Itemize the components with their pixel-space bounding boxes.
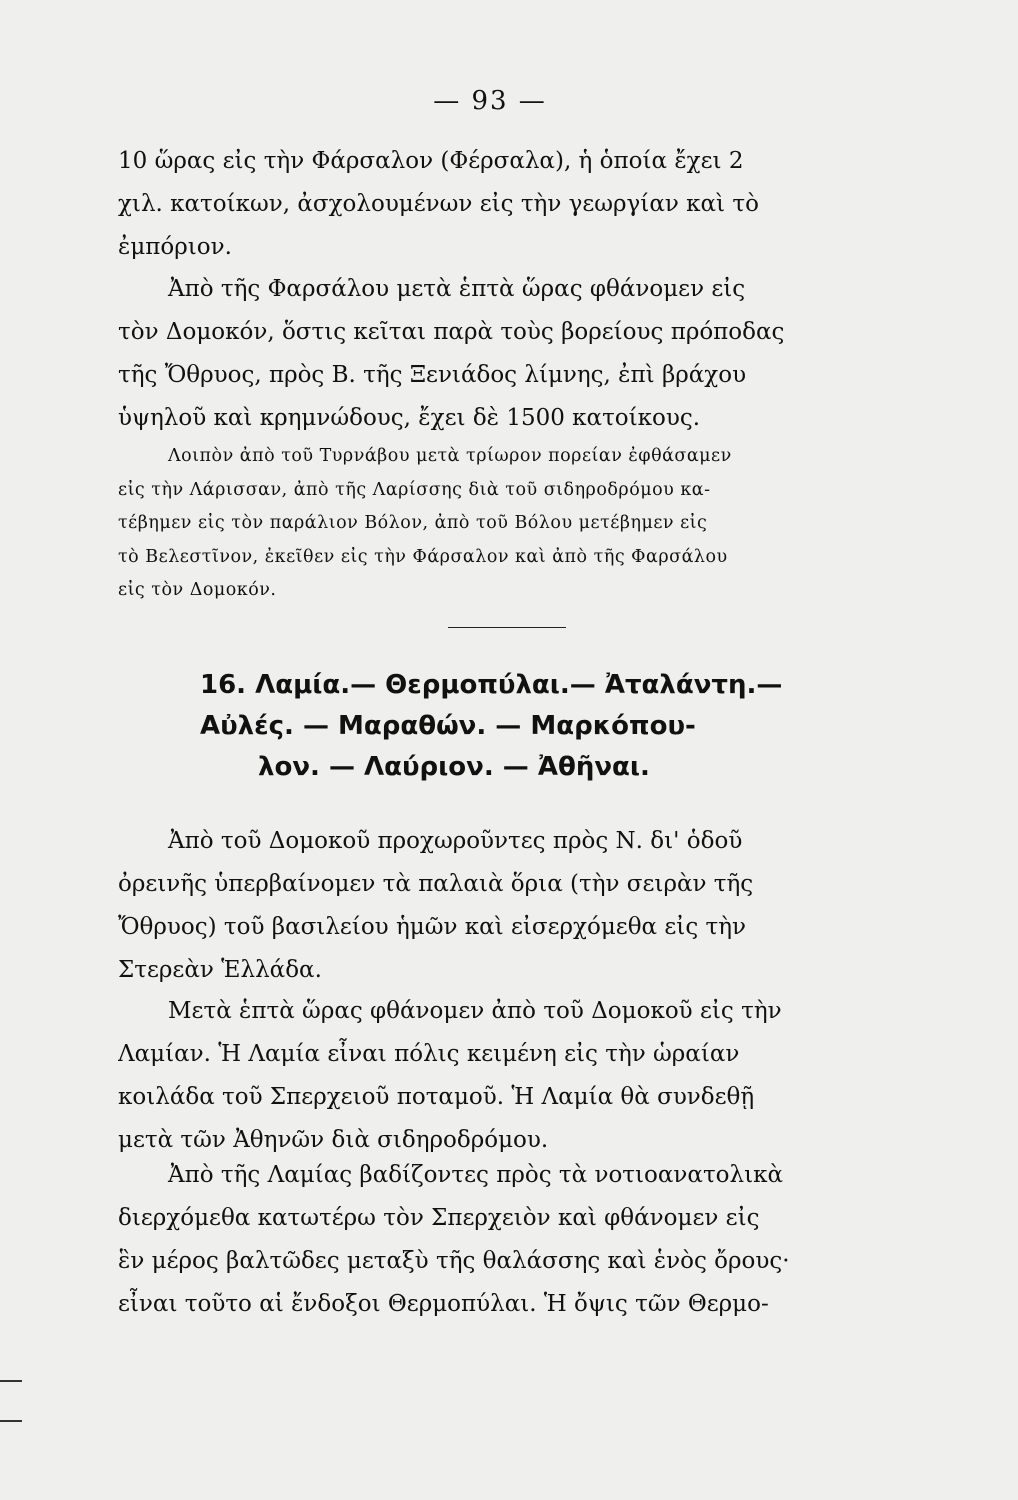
paragraph-continuation [118,140,880,269]
heading-line: Αὐλές. — Μαραθών. — Μαρκόπου- [200,711,696,741]
heading-line: 16. Λαμία.— Θερμοπύλαι.— Ἀταλάντη.— [200,670,783,700]
paragraph-thermopylae [118,1154,880,1326]
text-line: Λαμίαν. Ἡ Λαμία εἶναι πόλις κειμένη εἰς τὴν ὡραίαν [118,1041,740,1067]
text-line: ἓν μέρος βαλτῶδες μεταξὺ τῆς θαλάσσης καὶ ἑνὸς ὄρους· [118,1248,790,1274]
text-line: Ἀπὸ τῆς Φαρσάλου μετὰ ἑπτὰ ὥρας φθάνομεν εἰς [168,276,746,302]
text-line: Ὄθρυος) τοῦ βασιλείου ἡμῶν καὶ εἰσερχόμεθα εἰς τὴν [118,914,747,940]
heading-line: λον. — Λαύριον. — Ἀθῆναι. [258,752,650,782]
page-number: — 93 — [433,86,547,116]
text-line: χιλ. κατοίκων, ἀσχολουμένων εἰς τὴν γεωργίαν καὶ τὸ [118,191,759,217]
text-line: μετὰ τῶν Ἀθηνῶν διὰ σιδηροδρόμου. [118,1127,549,1153]
section-heading [200,665,900,788]
text-line: κοιλάδα τοῦ Σπερχειοῦ ποταμοῦ. Ἡ Λαμία θὰ συνδεθῇ [118,1084,755,1110]
section-divider [448,627,566,628]
text-line: διερχόμεθα κατωτέρω τὸν Σπερχειὸν καὶ φθάνομεν εἰς [118,1205,760,1231]
text-line: τὸν Δομοκόν, ὅστις κεῖται παρὰ τοὺς βορείους πρόποδας [118,319,785,345]
text-line: τέβημεν εἰς τὸν παράλιον Βόλον, ἀπὸ τοῦ Βόλου μετέβημεν εἰς [118,513,708,533]
text-line: τὸ Βελεστῖνον, ἐκεῖθεν εἰς τὴν Φάρσαλον καὶ ἀπὸ τῆς Φαρσάλου [118,546,728,567]
margin-mark [0,1380,22,1382]
paragraph-domokos [118,268,880,440]
text-line: ἐμπόριον. [118,234,232,260]
margin-mark [0,1420,22,1422]
text-line: εἰς τὴν Λάρισσαν, ἀπὸ τῆς Λαρίσσης διὰ τοῦ σιδηροδρόμου κα- [118,479,711,500]
text-line: ὑψηλοῦ καὶ κρημνώδους, ἔχει δὲ 1500 κατοίκους. [118,405,701,431]
paragraph-route-summary [118,440,880,608]
text-line: Λοιπὸν ἀπὸ τοῦ Τυρνάβου μετὰ τρίωρον πορείαν ἐφθάσαμεν [168,446,732,466]
text-line: Ἀπὸ τοῦ Δομοκοῦ προχωροῦντες πρὸς Ν. δι' ὁδοῦ [168,828,743,854]
text-line: εἰς τὸν Δομοκόν. [118,580,277,600]
text-line: Μετὰ ἑπτὰ ὥρας φθάνομεν ἀπὸ τοῦ Δομοκοῦ εἰς τὴν [168,998,782,1024]
text-line: τῆς Ὄθρυος, πρὸς Β. τῆς Ξενιάδος λίμνης, ἐπὶ βράχου [118,362,747,388]
text-line: εἶναι τοῦτο αἱ ἔνδοξοι Θερμοπύλαι. Ἡ ὄψις τῶν Θερμο- [118,1291,769,1317]
text-line: Ἀπὸ τῆς Λαμίας βαδίζοντες πρὸς τὰ νοτιοανατολικὰ [168,1162,784,1188]
text-line: ὀρεινῆς ὑπερβαίνομεν τὰ παλαιὰ ὅρια (τὴν σειρὰν τῆς [118,871,754,897]
text-line: Στερεὰν Ἑλλάδα. [118,957,322,983]
text-line: 10 ὥρας εἰς τὴν Φάρσαλον (Φέρσαλα), ἡ ὁποία ἔχει 2 [118,148,744,174]
paragraph-domokos-south [118,820,880,992]
paragraph-lamia [118,990,880,1162]
